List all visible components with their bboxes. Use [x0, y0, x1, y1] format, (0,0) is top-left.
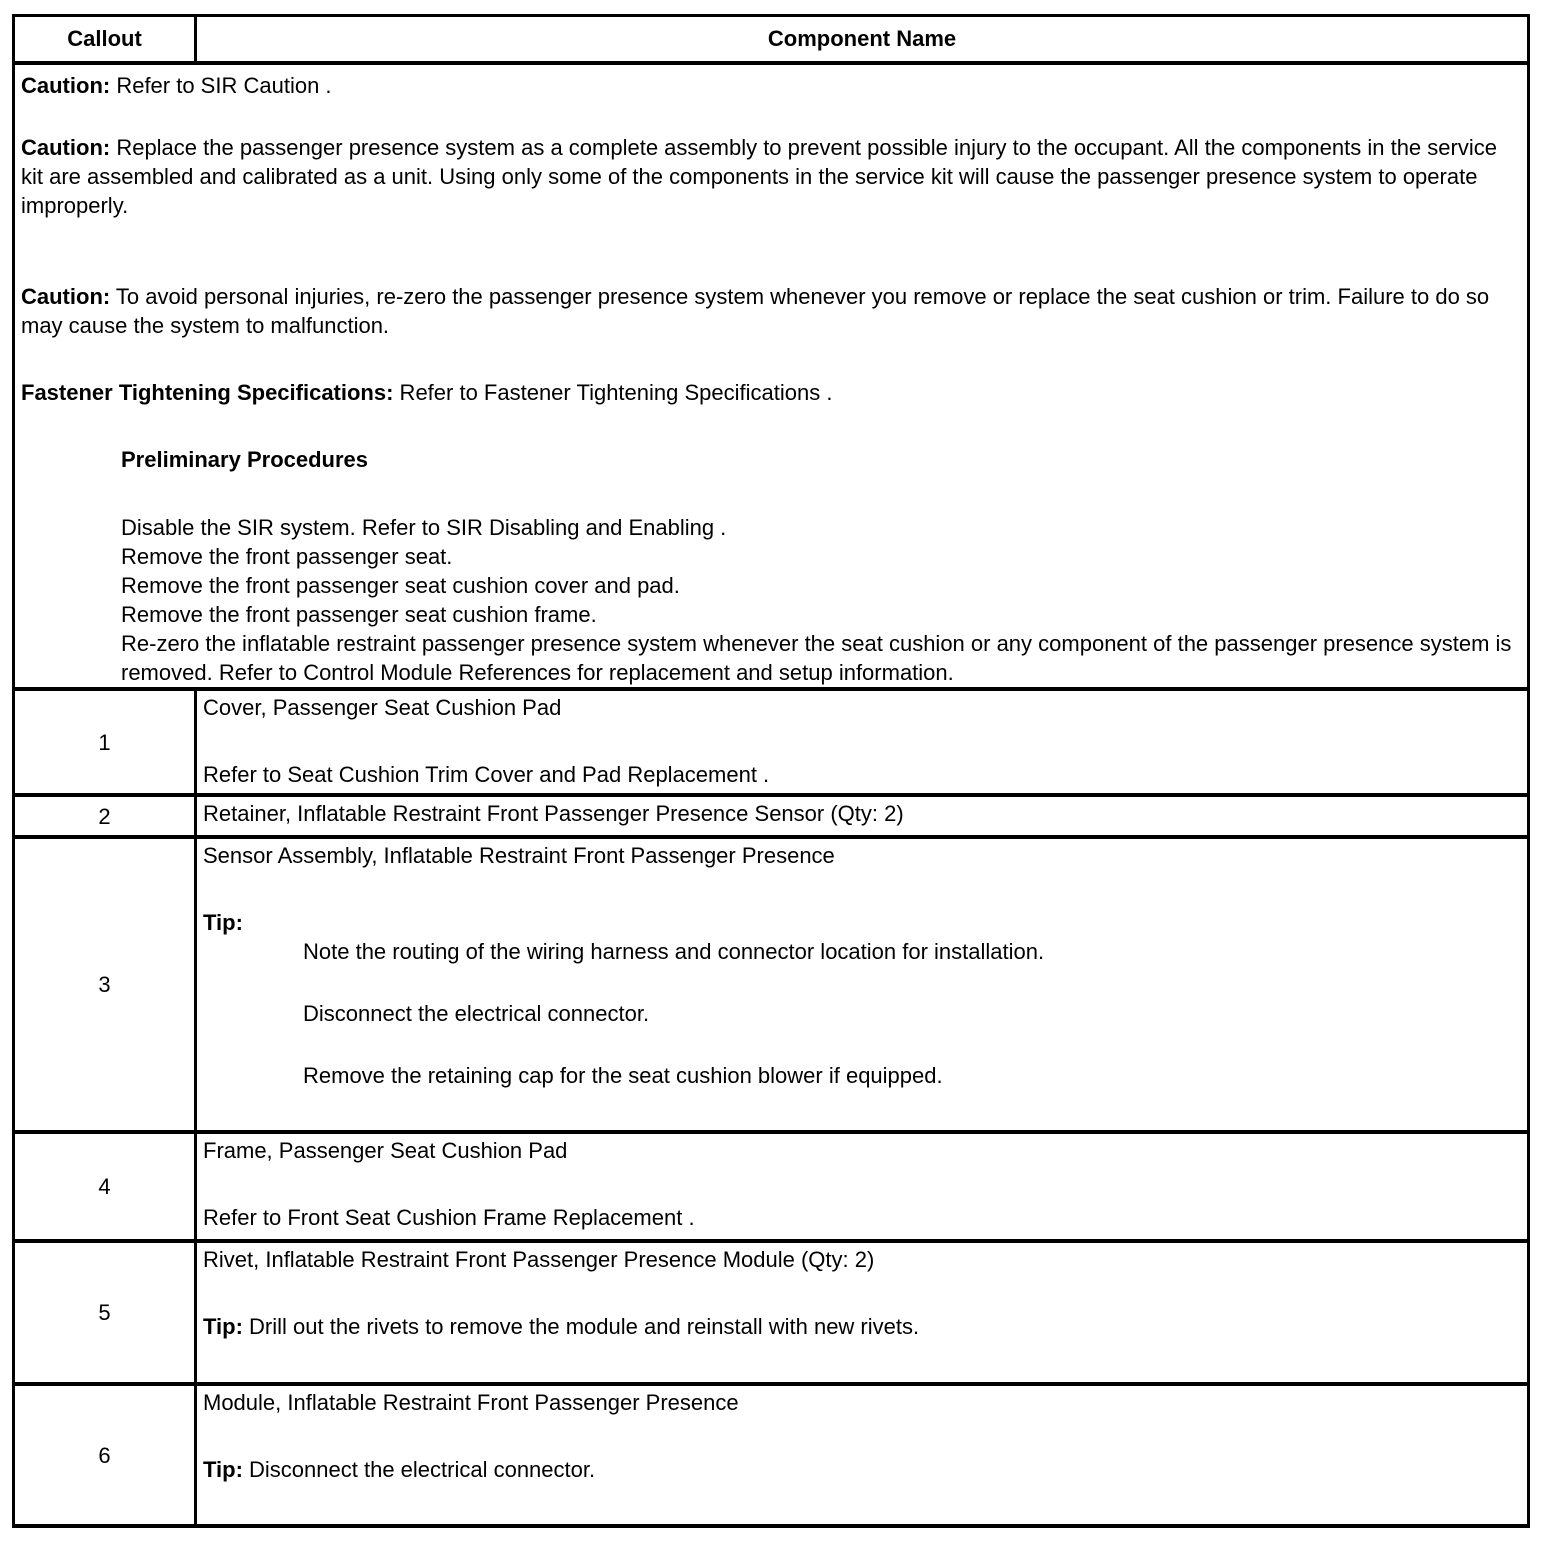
prelim-step: Re-zero the inflatable restraint passenger presence system whenever the seat cushion or any component of the passenger presence system is removed. Refer to Control Module References for replacement and setup information.	[121, 631, 1512, 685]
component-name: Rivet, Inflatable Restraint Front Passenger Presence Module (Qty: 2)	[203, 1247, 875, 1272]
caution-1: Caution: Refer to SIR Caution .	[21, 73, 332, 98]
prelim-step: Remove the front passenger seat.	[121, 544, 453, 569]
callout-header: Callout	[15, 17, 197, 61]
table-header	[15, 14, 1527, 65]
component-name: Frame, Passenger Seat Cushion Pad	[203, 1138, 568, 1163]
callout-number: 2	[15, 797, 197, 835]
callout-number: 3	[15, 839, 197, 1130]
callout-number: 4	[15, 1134, 197, 1239]
component-name: Cover, Passenger Seat Cushion Pad	[203, 695, 562, 720]
caution-3: Caution: To avoid personal injuries, re-zero the passenger presence system whenever you remove or replace the seat cushion or trim. Failure to do so may cause the system to malfunction.	[21, 284, 1490, 338]
table-row	[15, 1243, 1527, 1386]
component-name: Retainer, Inflatable Restraint Front Passenger Presence Sensor (Qty: 2)	[203, 801, 904, 826]
prelim-step: Remove the front passenger seat cushion cover and pad.	[121, 573, 680, 598]
component-table	[12, 14, 1530, 1528]
prelim-steps	[21, 513, 1521, 687]
table-row	[15, 839, 1527, 1134]
reference-text: Refer to Seat Cushion Trim Cover and Pad Replacement .	[203, 762, 770, 787]
reference-text: Refer to Front Seat Cushion Frame Replacement .	[203, 1205, 695, 1230]
component-name: Sensor Assembly, Inflatable Restraint Front Passenger Presence	[203, 843, 835, 868]
table-row	[15, 1134, 1527, 1243]
component-name-header: Component Name	[767, 26, 957, 51]
callout-number: 6	[15, 1386, 197, 1524]
prelim-step: Disable the SIR system. Refer to SIR Disabling and Enabling .	[121, 515, 727, 540]
tip-step: Remove the retaining cap for the seat cushion blower if equipped.	[303, 1063, 943, 1088]
tip-text: Tip: Drill out the rivets to remove the module and reinstall with new rivets.	[203, 1314, 920, 1339]
table-row	[15, 797, 1527, 839]
callout-number: 5	[15, 1243, 197, 1382]
prelim-step: Remove the front passenger seat cushion frame.	[121, 602, 597, 627]
tip-text: Tip: Disconnect the electrical connector.	[203, 1457, 596, 1482]
prelim-title: Preliminary Procedures	[121, 447, 369, 472]
tip-label: Tip:	[203, 910, 243, 935]
tip-step: Disconnect the electrical connector.	[303, 1001, 650, 1026]
caution-2: Caution: Replace the passenger presence system as a complete assembly to prevent possible injury to the occupant. All the components in the service kit are assembled and calibrated as a unit. Using only some of the components in the service kit will cause the passenger presence system to operate improperly.	[21, 135, 1497, 218]
table-row	[15, 1386, 1527, 1528]
tip-step: Note the routing of the wiring harness and connector location for installation.	[303, 939, 1045, 964]
table-row	[15, 691, 1527, 797]
component-name: Module, Inflatable Restraint Front Passenger Presence	[203, 1390, 739, 1415]
fastener-spec: Fastener Tightening Specifications: Refer to Fastener Tightening Specifications .	[21, 380, 833, 405]
notes-section	[15, 65, 1527, 691]
callout-number: 1	[15, 691, 197, 793]
